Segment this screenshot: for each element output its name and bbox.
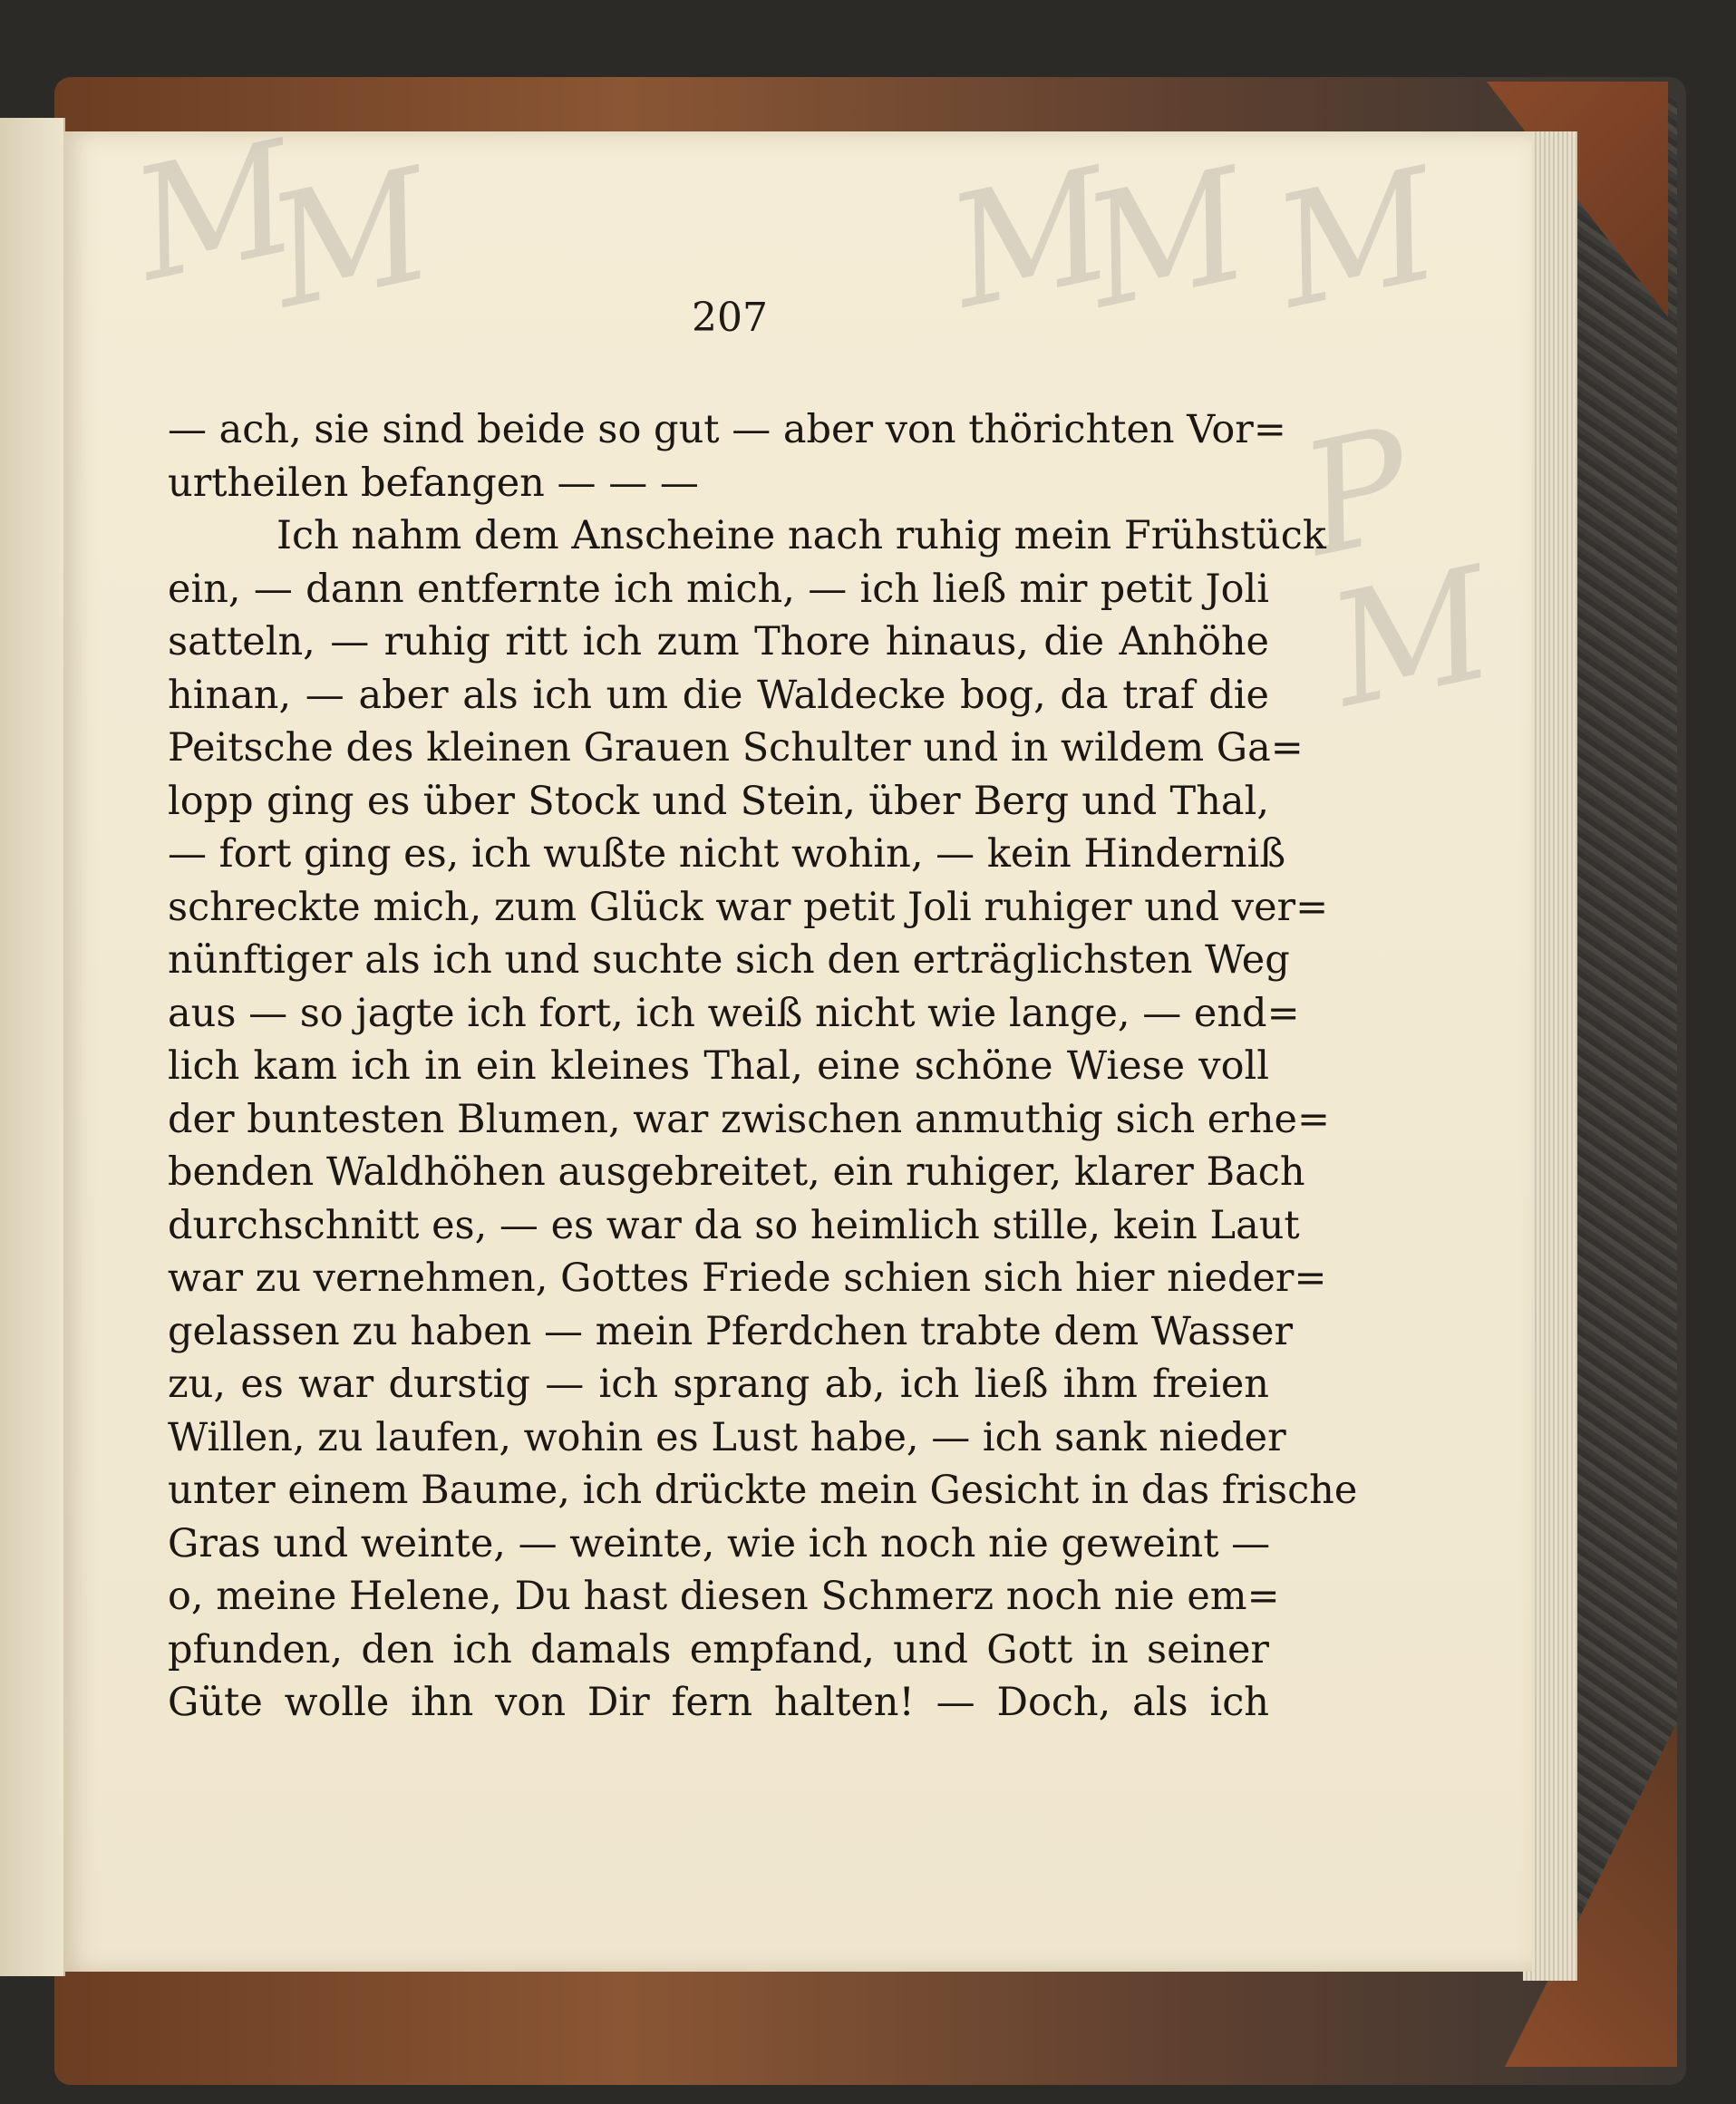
- text-line: der buntesten Blumen, war zwischen anmuthig sich erhe=: [168, 1096, 1330, 1142]
- text-line: — fort ging es, ich wußte nicht wohin, — kein Hinderniß: [168, 831, 1286, 877]
- text-line: — ach, sie sind beide so gut — aber von thörichten Vor=: [168, 407, 1286, 452]
- text-line: pfunden, den ich damals empfand, und Gott in seiner: [168, 1626, 1269, 1673]
- text-line: schreckte mich, zum Glück war petit Joli ruhiger und ver=: [168, 884, 1329, 930]
- text-line: gelassen zu haben — mein Pferdchen trabte dem Wasser: [168, 1308, 1293, 1354]
- text-line: Willen, zu laufen, wohin es Lust habe, — ich sank nieder: [168, 1414, 1286, 1460]
- ghost-monogram-stamp: M: [1071, 135, 1263, 344]
- text-line: Peitsche des kleinen Grauen Schulter und in wildem Ga=: [168, 725, 1304, 771]
- page-body-text: [168, 403, 1358, 1730]
- text-line: durchschnitt es, — es war da so heimlich stille, kein Laut: [168, 1202, 1300, 1248]
- text-line: lich kam ich in ein kleines Thal, eine schöne Wiese voll: [168, 1043, 1269, 1089]
- text-line: o, meine Helene, Du hast diesen Schmerz noch nie em=: [168, 1574, 1280, 1619]
- facing-page-edge: [0, 118, 65, 1976]
- text-line: hinan, — aber als ich um die Waldecke bog, da traf die: [168, 672, 1269, 718]
- text-line: Gras und weinte, — weinte, wie ich noch nie geweint —: [168, 1520, 1271, 1566]
- text-line: aus — so jagte ich fort, ich weiß nicht wie lange, — end=: [168, 990, 1300, 1036]
- text-line: unter einem Baume, ich drückte mein Gesicht in das frische: [168, 1468, 1358, 1513]
- page-number: 207: [692, 295, 768, 341]
- text-line: Güte wolle ihn von Dir fern halten! — Doch, als ich: [168, 1680, 1269, 1725]
- ghost-monogram-stamp: M: [119, 108, 311, 316]
- ghost-monogram-stamp: M: [1315, 534, 1508, 742]
- text-line: ein, — dann entfernte ich mich, — ich ließ mir petit Joli: [168, 566, 1269, 612]
- text-line: urtheilen befangen — — —: [168, 460, 699, 506]
- ghost-monogram-stamp: M: [1261, 135, 1453, 344]
- text-line: satteln, — ruhig ritt ich zum Thore hinaus, die Anhöhe: [168, 619, 1269, 664]
- text-line: lopp ging es über Stock und Stein, über Berg und Thal,: [168, 778, 1269, 824]
- text-line: nünftiger als ich und suchte sich den erträglichsten Weg: [168, 937, 1290, 983]
- ghost-monogram-stamp: M: [255, 135, 447, 344]
- ghost-monogram-stamp: M: [935, 135, 1127, 344]
- text-line: zu, es war durstig — ich sprang ab, ich ließ ihm freien: [168, 1362, 1269, 1407]
- marbled-cover-board: [1577, 95, 1677, 2044]
- ghost-monogram-stamp: P: [1287, 394, 1427, 592]
- text-line: war zu vernehmen, Gottes Friede schien sich hier nieder=: [168, 1256, 1327, 1301]
- text-line: benden Waldhöhen ausgebreitet, ein ruhiger, klarer Bach: [168, 1149, 1305, 1195]
- text-line: Ich nahm dem Anscheine nach ruhig mein Frühstück: [276, 513, 1326, 558]
